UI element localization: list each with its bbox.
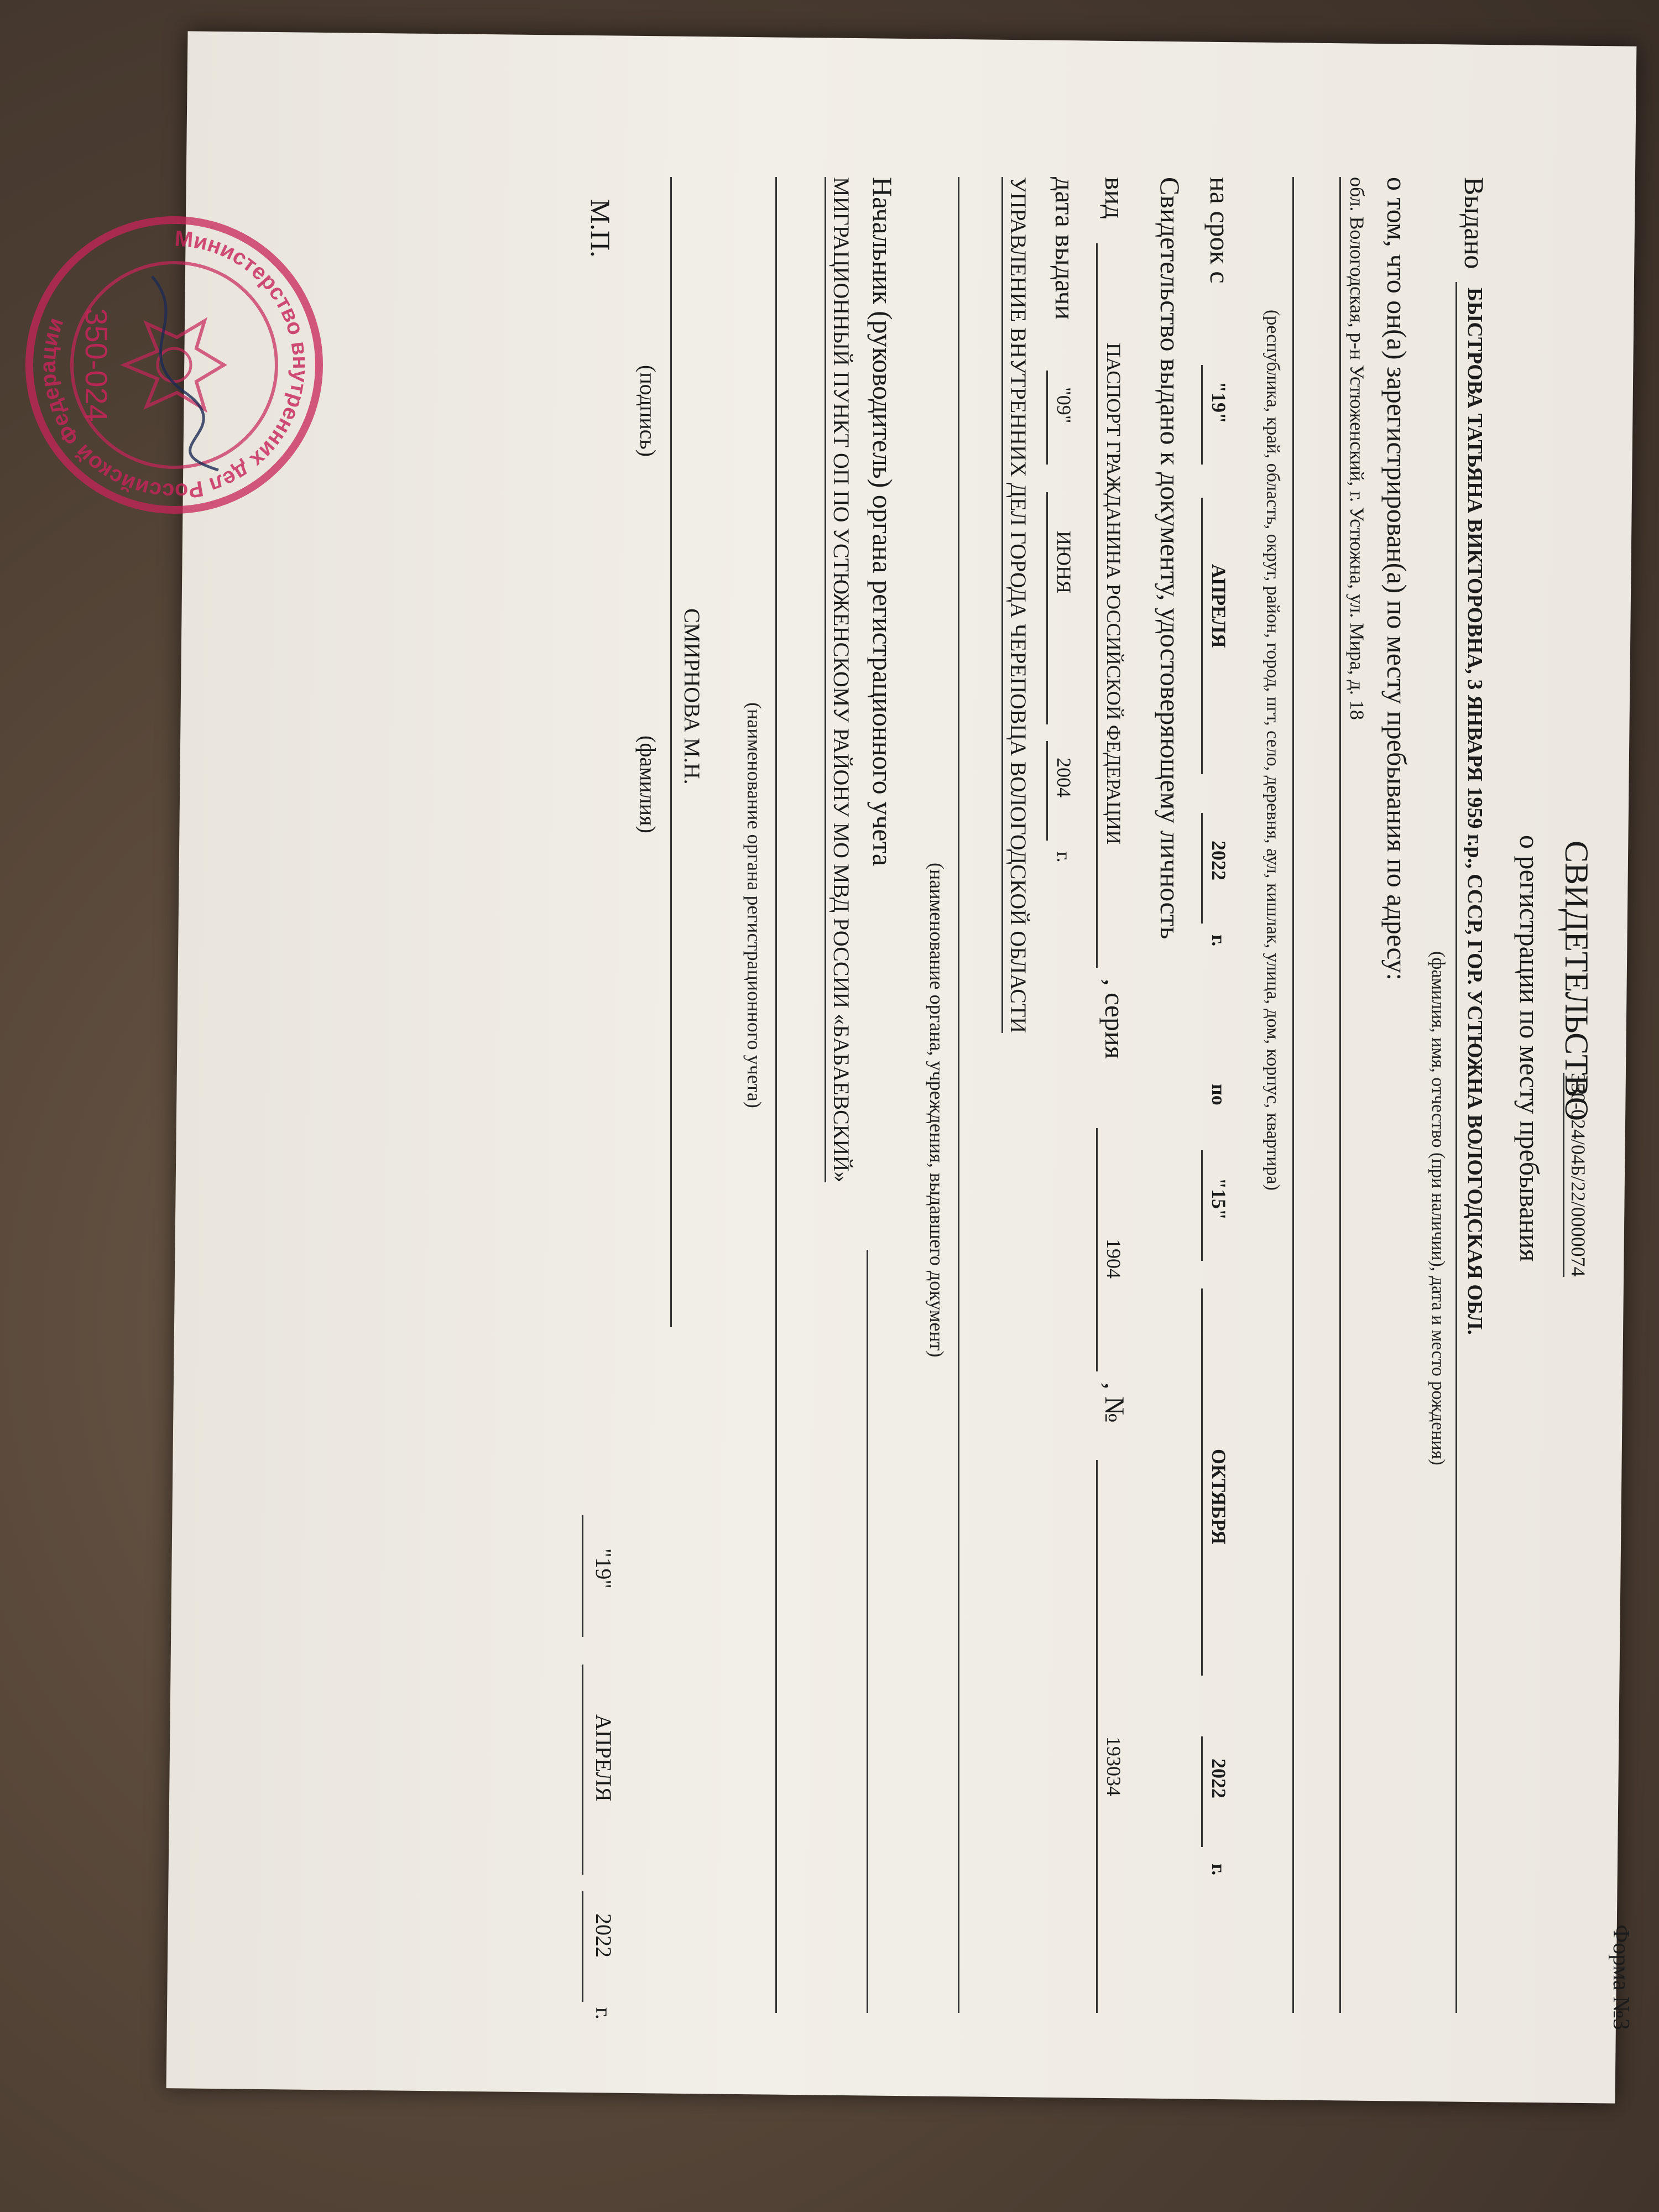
form-number: Форма №3 — [1608, 1924, 1634, 2031]
rule — [1096, 1128, 1098, 1371]
head-label: Начальник (руководитель) органа регистрационного учета — [867, 177, 898, 867]
stamp-code: 350-024 — [79, 308, 114, 422]
certificate-title: СВИДЕТЕЛЬСТВО — [1558, 841, 1595, 1121]
issued-label: Выдано — [1459, 177, 1490, 269]
identity-issuer: УПРАВЛЕНИЕ ВНУТРЕННИХ ДЕЛ ГОРОДА ЧЕРЕПОВЦА ВОЛОГОДСКОЙ ОБЛАСТИ — [1001, 177, 1031, 1033]
rule — [1201, 1288, 1203, 1676]
rule — [775, 177, 777, 2013]
signature-caption: (подпись) — [635, 365, 660, 457]
rule — [1201, 1736, 1203, 1847]
official-stamp — [19, 210, 329, 520]
surname-value: СМИРНОВА М.Н. — [680, 608, 705, 785]
eagle-emblem-icon — [124, 321, 224, 409]
address-rule-2 — [1292, 177, 1294, 2013]
identity-number-label: , № — [1099, 1383, 1130, 1423]
surname-caption: (фамилия) — [635, 735, 660, 833]
identity-series-label: , серия — [1099, 979, 1130, 1059]
rule — [1201, 498, 1203, 774]
rule — [582, 1891, 583, 2002]
term-from-day: "19" — [1208, 382, 1230, 424]
rule — [1046, 492, 1048, 724]
issued-to-rule — [1455, 282, 1457, 2013]
rule — [958, 177, 959, 2013]
term-from-month: АПРЕЛЯ — [1208, 564, 1230, 648]
term-to-month: ОКТЯБРЯ — [1208, 1449, 1230, 1545]
identity-issuer-caption: (наименование органа, учреждения, выдавшего документ) — [926, 863, 948, 1358]
identity-number-value: 193034 — [1103, 1736, 1125, 1796]
rule — [670, 177, 672, 592]
address-rule-1 — [1339, 177, 1341, 2013]
registration-certificate — [35, 111, 1656, 2079]
rule — [1201, 1150, 1203, 1261]
identity-type-label: вид — [1099, 177, 1130, 219]
rule — [1201, 365, 1203, 465]
identity-series-value: 1904 — [1103, 1239, 1125, 1279]
final-date-day: "19" — [591, 1548, 616, 1589]
identity-type-value: ПАСПОРТ ГРАЖДАНИНА РОССИЙСКОЙ ФЕДЕРАЦИИ — [1103, 343, 1125, 845]
address-value: обл. Вологодская, р-н Устюженский, г. Устюжна, ул. Мира, д. 18 — [1346, 177, 1368, 720]
final-date-suffix: г. — [591, 2007, 616, 2020]
rule — [582, 1665, 583, 1875]
certificate-number: 350-024/04Б/22/0000074 — [1563, 1073, 1590, 1277]
identity-date-suffix: г. — [1053, 852, 1075, 863]
rule — [1096, 243, 1098, 968]
issued-to-caption: (фамилия, имя, отчество (при наличии), дата и место рождения) — [1428, 951, 1448, 1465]
identity-date-month: ИЮНЯ — [1053, 531, 1075, 594]
registered-text: о том, что он(а) зарегистрирован(а) по месту пребывания по адресу: — [1381, 177, 1412, 981]
rule — [867, 1250, 868, 2013]
identity-date-year: 2004 — [1053, 758, 1075, 797]
rule — [670, 592, 672, 1327]
term-to-day: "15" — [1208, 1178, 1230, 1220]
term-to-year-suffix: г. — [1208, 1864, 1230, 1876]
stamp-ring-text: Министерство внутренних дел Российской Федерации — [35, 226, 313, 504]
identity-date-day: "09" — [1053, 387, 1075, 424]
rule — [582, 1515, 583, 1637]
certificate-subtitle: о регистрации по месту пребывания — [1514, 835, 1545, 1262]
seal-label: М.П. — [585, 199, 616, 258]
term-label: на срок с — [1204, 177, 1235, 284]
doc-issued-text: Свидетельство выдано к документу, удостоверяющему личность — [1155, 177, 1186, 940]
final-date-month: АПРЕЛЯ — [591, 1714, 616, 1802]
rule — [1201, 813, 1203, 924]
issued-to-value: БЫСТРОВА ТАТЬЯНА ВИКТОРОВНА, 3 ЯНВАРЯ 1959 г.р., СССР, ГОР. УСТЮЖНА ВОЛОГОДСКАЯ ОБЛ. — [1463, 288, 1486, 1335]
rule — [1046, 371, 1048, 465]
final-date-year: 2022 — [591, 1913, 616, 1958]
registration-body-caption: (наименование органа регистрационного учета) — [743, 702, 765, 1108]
registration-body: МИГРАЦИОННЫЙ ПУНКТ ОП ПО УСТЮЖЕНСКОМУ РАЙОНУ МО МВД РОССИИ «БАБАЕВСКИЙ» — [825, 177, 854, 1182]
rule — [1046, 741, 1048, 841]
address-caption: (республика, край, область, округ, район, город, пгт, село, деревня, аул, кишлак, улица, дом, корпус, квартира) — [1262, 310, 1283, 1191]
term-from-year-suffix: г. — [1208, 935, 1230, 947]
term-from-year: 2022 — [1208, 841, 1230, 880]
term-to-year: 2022 — [1208, 1759, 1230, 1798]
rule — [1096, 1460, 1098, 2013]
term-to-label: по — [1208, 1084, 1230, 1105]
identity-date-label: дата выдачи — [1050, 177, 1081, 320]
